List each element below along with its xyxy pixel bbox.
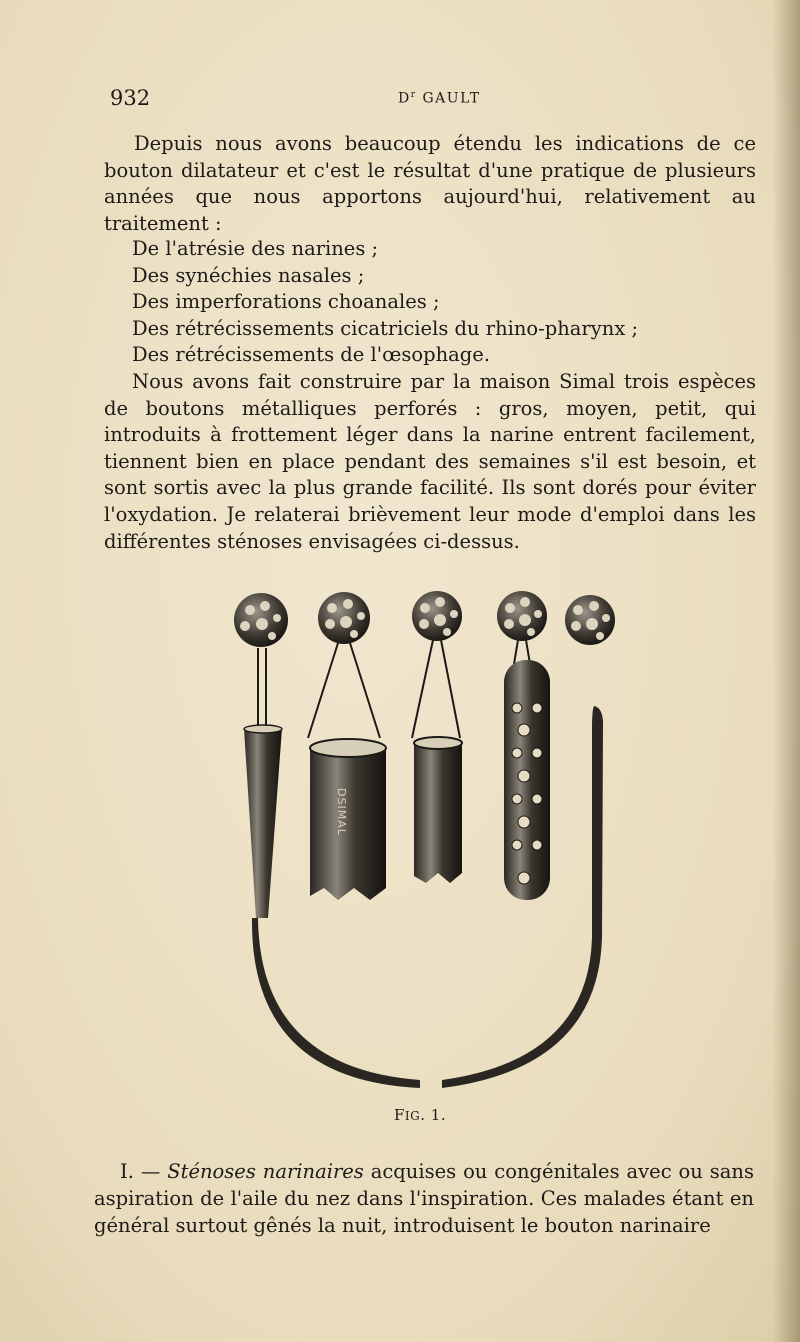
section-numeral: I. — xyxy=(120,1160,168,1183)
list-item: De l'atrésie des narines ; xyxy=(132,237,379,260)
perforated-ball-large xyxy=(234,593,288,647)
instrument-illustration xyxy=(220,588,620,1100)
body-paragraph: Nous avons fait construire par la maison Simal trois espèces de boutons métalliques perforés : gros, moyen, petit, qui introduits à frottement léger dans la narine entrent facilement, tiennent bien en place pendant des semaines s'il est besoin, et sont sortis avec la plus grande facilité. Ils sont dorés pour éviter l'oxydation. Je relaterai brièvement leur mode d'emploi dans les différentes sténoses envisagées ci-dessus. xyxy=(104,370,756,553)
perforated-ball-small xyxy=(412,591,462,641)
figure-caption xyxy=(394,1106,446,1124)
list-item: Des synéchies nasales ; xyxy=(132,263,365,287)
perforated-ball-medium xyxy=(318,592,370,644)
list-item: Des imperforations choanales ; xyxy=(132,290,440,314)
author-name: GAULT xyxy=(422,90,481,107)
perforated-ball-plate xyxy=(497,591,547,641)
section-title: Sténoses narinaires xyxy=(167,1160,364,1183)
caption-number: . 1. xyxy=(420,1106,447,1124)
section-paragraph xyxy=(94,1158,754,1239)
caption-smallcaps: IG xyxy=(404,1109,421,1123)
section-text: acquises ou congénitales avec ou sans aspiration de l'aile du nez dans l'inspiration. Ces malades étant en général surtout gênés la nuit, introduisent le bouton narinaire xyxy=(94,1160,754,1237)
page-number: 932 xyxy=(110,86,151,110)
running-head xyxy=(398,90,481,107)
author-prefix: D xyxy=(398,90,411,107)
indications-list xyxy=(104,236,756,369)
list-item: Des rétrécissements cicatriciels du rhino-pharynx ; xyxy=(132,316,639,340)
page-edge-shadow xyxy=(772,0,800,1342)
list-item: Des rétrécissements de l'œsophage. xyxy=(132,343,491,367)
perforated-ball-loose xyxy=(565,595,615,645)
author-superscript: r xyxy=(410,90,417,100)
caption-prefix: F xyxy=(394,1106,405,1124)
intro-paragraph: Depuis nous avons beaucoup étendu les indications de ce bouton dilatateur et c'est le résultat d'une pratique de plusieurs années que nous apportons aujourd'hui, relativement au traitement : xyxy=(104,132,756,235)
engraved-maker-mark: DSIMAL xyxy=(335,788,348,836)
page-header xyxy=(110,86,750,116)
